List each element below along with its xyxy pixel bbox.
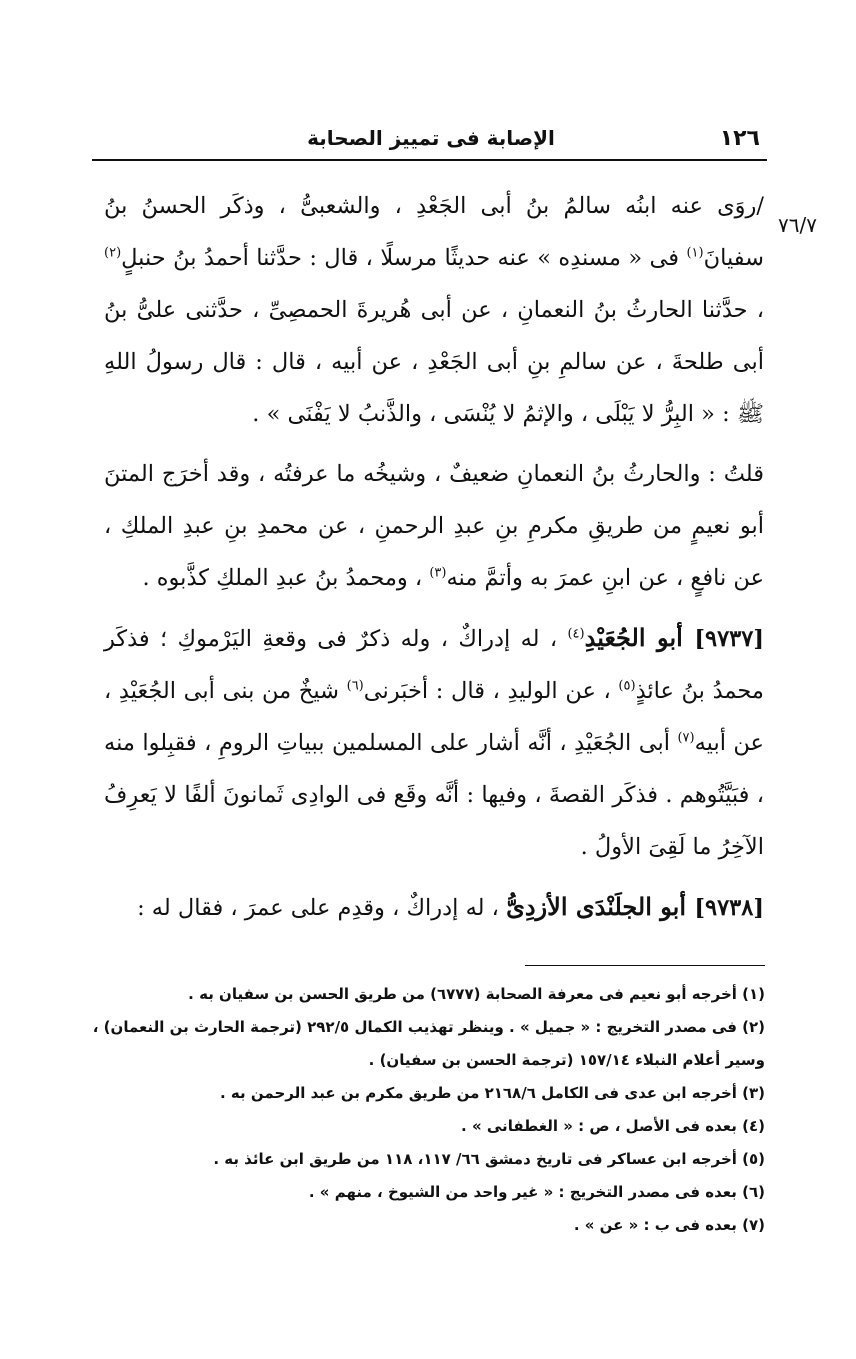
entry-name: أبو الجُعَيْدِ xyxy=(584,623,695,652)
footnote-ref-1: (١) xyxy=(686,245,704,261)
paragraph-1: /روَى عنه ابنُه سالمُ بنُ أبى الجَعْدِ ، والشعبىُّ ، وذكَر الحسنُ بنُ سفيانَ$^{(١)}$ فى « مسندِه » عنه حديثًا مرسلًا ، قال : حدَّثنا أحمدُ بنُ حنبلٍ$^{(٢)}$ ، حدَّثنا الحارثُ بنُ النعمانِ ، عن أبى هُريرةَ الحمصِىِّ ، حدَّثنى علىُّ بنُ أبى طلحةَ ، عن سالمِ بنِ أبى الجَعْدِ ، عن أبيه ، قال : قال رسولُ اللهِ ﷺ : « البِرُّ لا يَبْلَى ، والإثمُ لا يُنْسَى ، والذَّنبُ لا يَفْنَى » . xyxy=(104,193,764,427)
header-rule xyxy=(92,159,767,161)
footnote-ref-7: (٧) xyxy=(677,730,695,746)
paragraph-2: قلتُ : والحارثُ بنُ النعمانِ ضعيفٌ ، وشيخُه ما عرفتُه ، وقد أخرَج المتنَ أبو نعيمٍ من طريقِ مكرمِ بنِ عبدِ الرحمنِ ، عن محمدِ بنِ عبدِ الملكِ ، عن نافعٍ ، عن ابنِ عمرَ به وأتمَّ منه$^{(٣)}$ ، ومحمدُ بنُ عبدِ الملكِ كذَّبوه . xyxy=(104,461,764,591)
footnote-7: (٧) بعده فى ب : « عن » . xyxy=(573,1216,765,1234)
margin-reference: ٧٦/٧ xyxy=(778,213,817,237)
footnote-5: (٥) أخرجه ابن عساكر فى تاريخ دمشق ٦٦/ ١١٧، ١١٨ من طريق ابن عائذ به . xyxy=(213,1150,765,1168)
entry-number: [٩٧٣٨] xyxy=(694,895,764,921)
footnote-ref-2: (٢) xyxy=(104,245,122,261)
footnote-3: (٣) أخرجه ابن عدى فى الكامل ٢١٦٨/٦ من طريق مكرم بن عبد الرحمن به . xyxy=(220,1084,765,1102)
footnote-2-continued: وسير أعلام النبلاء ١٥٧/١٤ (ترجمة الحسن بن سفيان) . xyxy=(368,1051,765,1069)
footnote-ref-6: (٦) xyxy=(346,678,364,694)
running-title: الإصابة فى تمييز الصحابة xyxy=(307,126,555,150)
entry-9738: [٩٧٣٨] أبو الجلَنْدَى الأزدِىُّ ، له إدراكٌ ، وقدِم على عمرَ ، فقال له : xyxy=(137,892,764,921)
entry-9737: [٩٧٣٧] أبو الجُعَيْدِ$^{(٤)}$ ، له إدراكٌ ، وله ذكرٌ فى وقعةِ اليَرْموكِ ؛ فذكَر محمدُ بنُ عائذٍ$^{(٥)}$ ، عن الوليدِ ، قال : أخبَرنى$^{(٦)}$ شيخٌ من بنى أبى الجُعَيْدِ ، عن أبيه$^{(٧)}$ أبى الجُعَيْدِ ، أنَّه أشار على المسلمين ببياتِ الرومِ ، فقبِلوا منه ، فبَيَّتُوهم . فذكَر القصةَ ، وفيها : أنَّه وقَع فى الوادِى ثَمانونَ ألفًا لا يَعرِفُ الآخِرُ ما لَقِىَ الأولُ . xyxy=(104,623,764,860)
footnote-separator xyxy=(525,965,765,966)
footnote-ref-3: (٣) xyxy=(429,565,447,581)
footnotes xyxy=(92,978,765,1242)
entry-name: أبو الجلَنْدَى الأزدِىُّ xyxy=(506,892,695,921)
page-header xyxy=(92,120,770,162)
footnote-1: (١) أخرجه أبو نعيم فى معرفة الصحابة (٦٧٧٧) من طريق الحسن بن سفيان به . xyxy=(188,985,765,1003)
entry-number: [٩٧٣٧] xyxy=(694,626,764,652)
page-number: ١٢٦ xyxy=(719,126,760,151)
main-text xyxy=(104,180,764,934)
footnote-4: (٤) بعده فى الأصل ، ص : « الغطفانى » . xyxy=(461,1117,765,1135)
footnote-ref-5: (٥) xyxy=(618,678,636,694)
footnote-6: (٦) بعده فى مصدر التخريج : « غير واحد من الشيوخ ، منهم » . xyxy=(308,1183,765,1201)
footnote-2: (٢) فى مصدر التخريج : « جميل » . وينظر تهذيب الكمال ٢٩٢/٥ (ترجمة الحارث بن النعمان) ، xyxy=(92,1018,765,1036)
footnote-ref-4: (٤) xyxy=(567,626,585,642)
